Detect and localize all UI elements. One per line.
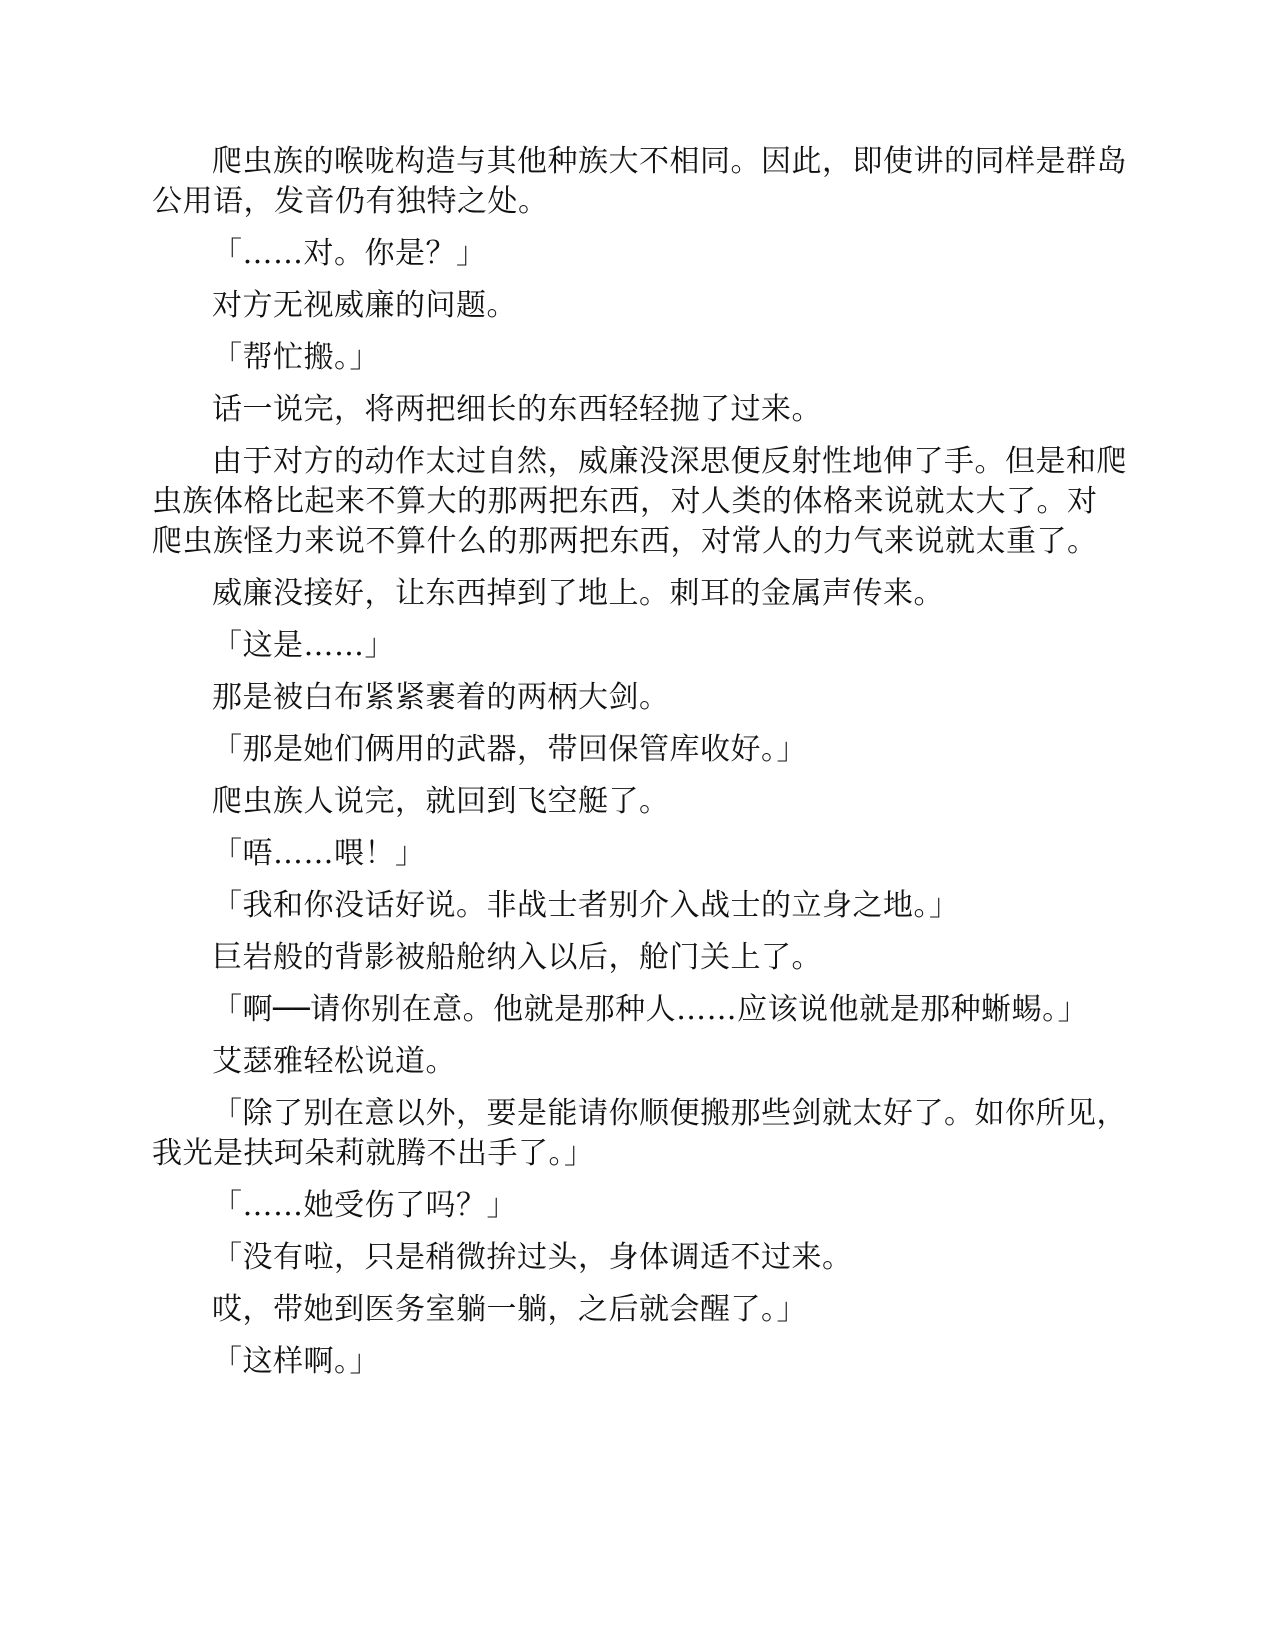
paragraph: 爬虫族人说完，就回到飞空艇了。 bbox=[212, 784, 670, 819]
paragraph: 哎，带她到医务室躺一躺，之后就会醒了。」 bbox=[212, 1292, 807, 1327]
paragraph: 「没有啦，只是稍微拚过头，身体调适不过来。 bbox=[212, 1240, 853, 1275]
paragraph: 「这是……」 bbox=[212, 628, 395, 663]
paragraph: 「我和你没话好说。非战士者别介入战士的立身之地。」 bbox=[212, 888, 960, 923]
paragraph: 「……她受伤了吗？」 bbox=[212, 1188, 517, 1223]
paragraph: 艾瑟雅轻松说道。 bbox=[212, 1044, 456, 1079]
paragraph: 「除了别在意以外，要是能请你顺便搬那些剑就太好了。如你所见，我光是扶珂朵莉就腾不出手了。」 bbox=[152, 1096, 1127, 1171]
paragraph: 「……对。你是？」 bbox=[212, 236, 487, 271]
paragraph: 爬虫族的喉咙构造与其他种族大不相同。因此，即使讲的同样是群岛公用语，发音仍有独特之处。 bbox=[152, 144, 1127, 219]
paragraph: 「啊──请你别在意。他就是那种人……应该说他就是那种蜥蜴。」 bbox=[212, 992, 1089, 1027]
paragraph: 由于对方的动作太过自然，威廉没深思便反射性地伸了手。但是和爬虫族体格比起来不算大的那两把东西，对人类的体格来说就太大了。对爬虫族怪力来说不算什么的那两把东西，对常人的力气来说就太重了。 bbox=[152, 444, 1127, 559]
paragraph: 「那是她们俩用的武器，带回保管库收好。」 bbox=[212, 732, 807, 767]
paragraph: 「唔……喂！」 bbox=[212, 836, 426, 871]
paragraph: 「这样啊。」 bbox=[212, 1344, 380, 1379]
paragraph: 话一说完，将两把细长的东西轻轻抛了过来。 bbox=[212, 392, 822, 427]
paragraph: 对方无视威廉的问题。 bbox=[212, 288, 517, 323]
paragraph: 「帮忙搬。」 bbox=[212, 340, 380, 375]
document-page bbox=[152, 142, 1127, 1394]
paragraph: 威廉没接好，让东西掉到了地上。刺耳的金属声传来。 bbox=[212, 576, 944, 611]
paragraph: 那是被白布紧紧裹着的两柄大剑。 bbox=[212, 680, 670, 715]
paragraph: 巨岩般的背影被船舱纳入以后，舱门关上了。 bbox=[212, 940, 822, 975]
